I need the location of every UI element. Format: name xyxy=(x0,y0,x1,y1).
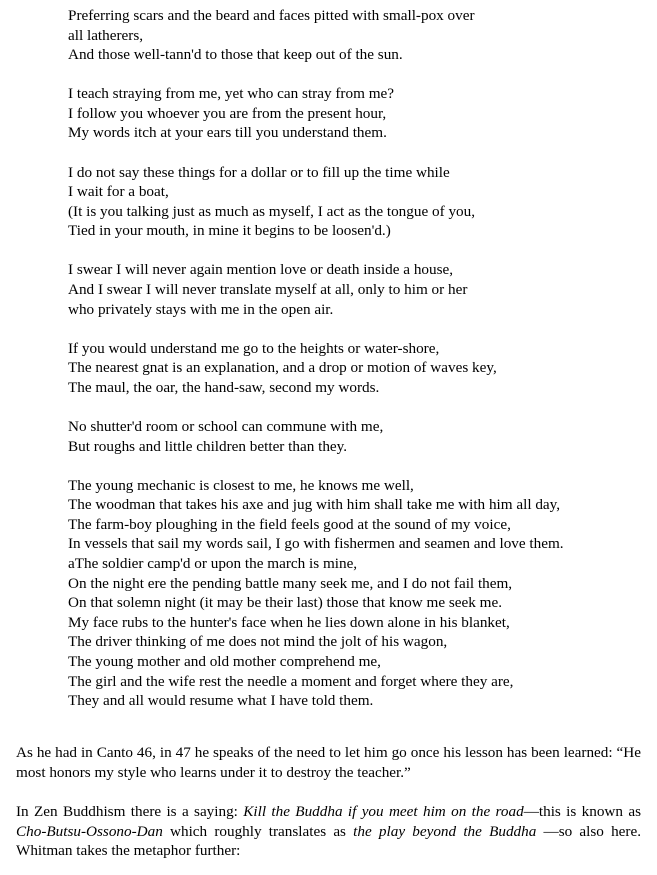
poem-line: I follow you whoever you are from the present hour, xyxy=(68,104,387,122)
poem-line: I wait for a boat, xyxy=(68,183,169,201)
commentary-translation-italic: the play beyond the Buddha xyxy=(353,822,537,840)
commentary-term-italic: Cho-Butsu-Ossono-Dan xyxy=(16,822,163,840)
commentary-text: In Zen Buddhism there is a saying: xyxy=(16,803,244,820)
commentary-text: —so also here. Whitman takes the metaphor further: xyxy=(16,822,642,860)
poem-line: In vessels that sail my words sail, I go with fishermen and seamen and love them. xyxy=(68,535,564,553)
poem-line: Preferring scars and the beard and faces pitted with small-pox over xyxy=(68,7,475,24)
poem-line: The driver thinking of me does not mind the jolt of his wagon, xyxy=(68,633,448,651)
poem-line: My words itch at your ears till you understand them. xyxy=(68,124,387,142)
poem-line: The girl and the wife rest the needle a moment and forget where they are, xyxy=(68,672,514,690)
commentary-text: which roughly translates as xyxy=(162,822,354,840)
poem-line: The nearest gnat is an explanation, and a drop or motion of waves key, xyxy=(68,359,497,377)
poem-line: aThe soldier camp'd or upon the march is mine, xyxy=(68,555,358,573)
poem-line: No shutter'd room or school can commune with me, xyxy=(68,418,384,435)
stanza-1 xyxy=(68,6,653,65)
poem-line: The young mechanic is closest to me, he knows me well, xyxy=(68,476,414,494)
stanza-3 xyxy=(68,163,653,241)
poem-line: On the night ere the pending battle many seek me, and I do not fail them, xyxy=(68,574,513,592)
poem-line: who privately stays with me in the open air. xyxy=(68,300,334,318)
stanza-4 xyxy=(68,260,653,319)
poem-line: And I swear I will never translate myself at all, only to him or her xyxy=(68,281,468,299)
stanza-2 xyxy=(68,84,653,143)
poem-line: If you would understand me go to the heights or water-shore, xyxy=(68,339,440,357)
commentary-paragraph-2 xyxy=(16,802,641,861)
poem-line: But roughs and little children better than they. xyxy=(68,437,348,455)
commentary-quote-italic: Kill the Buddha if you meet him on the road xyxy=(243,803,524,820)
poem-line: The farm-boy ploughing in the field feels good at the sound of my voice, xyxy=(68,515,511,533)
stanza-5 xyxy=(68,339,653,398)
poem-line: And those well-tann'd to those that keep out of the sun. xyxy=(68,46,403,64)
poem-line: I swear I will never again mention love or death inside a house, xyxy=(68,261,454,279)
stanza-7 xyxy=(68,476,653,711)
poem-line: Tied in your mouth, in mine it begins to be loosen'd.) xyxy=(68,222,391,240)
poem-excerpt xyxy=(68,6,653,730)
poem-line: (It is you talking just as much as myself, I act as the tongue of you, xyxy=(68,202,476,220)
poem-line: The woodman that takes his axe and jug with him shall take me with him all day, xyxy=(68,496,561,514)
poem-line: all latherers, xyxy=(68,26,144,44)
poem-line: I do not say these things for a dollar or to fill up the time while xyxy=(68,163,450,181)
poem-line: On that solemn night (it may be their last) those that know me seek me. xyxy=(68,594,503,612)
poem-line: They and all would resume what I have told them. xyxy=(68,692,374,710)
poem-line: I teach straying from me, yet who can stray from me? xyxy=(68,85,394,103)
commentary-text: —this is known as xyxy=(523,803,641,820)
poem-line: The maul, the oar, the hand-saw, second my words. xyxy=(68,378,380,396)
commentary-paragraph-1: As he had in Canto 46, in 47 he speaks of the need to let him go once his lesson has been learned: “He most honors my style who learns under it to destroy the teacher.” xyxy=(16,744,641,781)
poem-line: My face rubs to the hunter's face when he lies down alone in his blanket, xyxy=(68,613,510,631)
stanza-6 xyxy=(68,417,653,456)
poem-line: The young mother and old mother comprehend me, xyxy=(68,653,381,671)
